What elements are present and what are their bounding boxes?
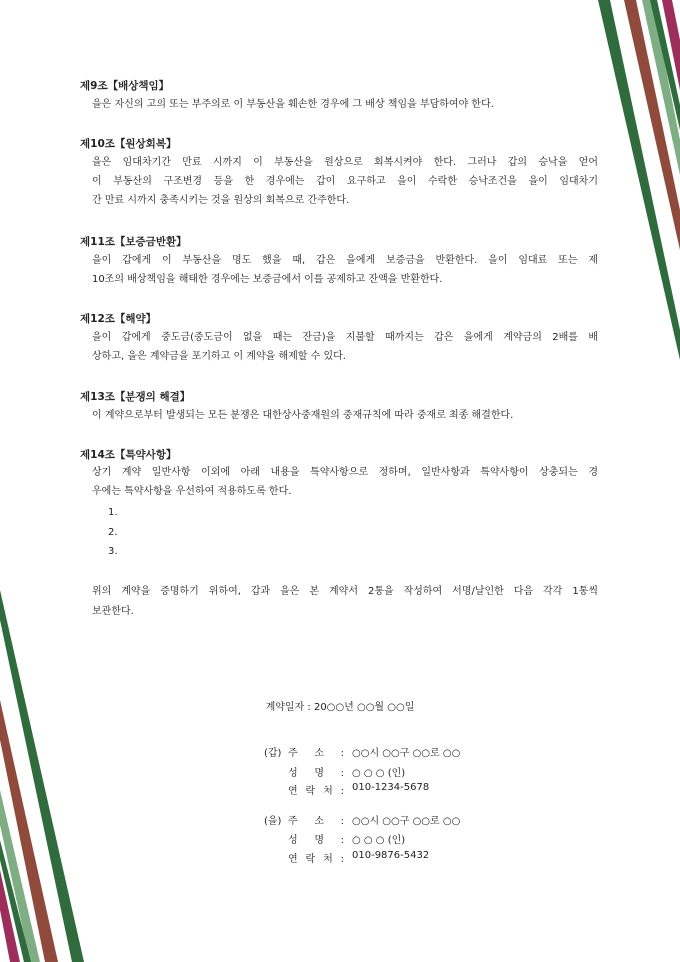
article-10-line-3: 간 만료 시까지 충족시키는 것을 원상의 회복으로 간주한다.: [92, 195, 350, 206]
article-14-body: [92, 463, 598, 501]
party-gap-name-label: 성 명 :: [288, 768, 344, 779]
article-9-title: 제9조【배상책임】: [80, 80, 170, 92]
party-gap-contact-label: 연 락 처 :: [288, 786, 344, 797]
article-13-title: 제13조【분쟁의 해결】: [80, 391, 191, 403]
party-gap-address: ○○시 ○○구 ○○로 ○○: [352, 748, 461, 759]
article-13-line-1: 이 계약으로부터 발생되는 모든 분쟁은 대한상사중재원의 중재규칙에 따라 중재로 최종 해결한다.: [92, 410, 514, 421]
article-13-body: [92, 406, 598, 425]
party-eul-address: ○○시 ○○구 ○○로 ○○: [352, 816, 461, 827]
article-14-line-1: 상기 계약 일반사항 이외에 아래 내용을 특약사항으로 정하며, 일반사항과 특약사항이 상충되는 경: [92, 467, 598, 478]
article-12-body: [92, 328, 598, 366]
article-12-line-1: 을이 갑에게 중도금(중도금이 없을 때는 잔금)을 지불할 때까지는 갑은 을에게 계약금의 2배를 배: [92, 332, 598, 343]
special-item-1: 1.: [108, 507, 118, 518]
article-12-title: 제12조【해약】: [80, 313, 157, 325]
party-eul-name-label: 성 명 :: [288, 835, 344, 846]
party-gap-name: ○ ○ ○ (인): [352, 768, 406, 779]
party-eul-tag: (을): [264, 816, 282, 827]
contract-date: 계약일자 : 20○○년 ○○월 ○○일: [265, 702, 415, 713]
special-item-3: 3.: [108, 546, 118, 557]
article-14-line-2: 우에는 특약사항을 우선하여 적용하도록 한다.: [92, 486, 292, 497]
article-10-body: [92, 153, 598, 210]
article-12-line-2: 상하고, 을은 계약금을 포기하고 이 계약을 해제할 수 있다.: [92, 351, 346, 362]
closing-line-1: 위의 계약을 증명하기 위하여, 갑과 을은 본 계약서 2통을 작성하여 서명/날인한 다음 각각 1통씩: [92, 586, 598, 597]
article-11-title: 제11조【보증금반환】: [80, 236, 187, 248]
closing-statement: [92, 582, 598, 622]
party-eul-contact: 010-9876-5432: [352, 850, 430, 861]
article-10-title: 제10조【원상회복】: [80, 138, 177, 150]
party-eul-contact-label: 연 락 처 :: [288, 854, 344, 865]
article-11-line-2: 10조의 배상책임을 해태한 경우에는 보증금에서 이를 공제하고 잔액을 반환한다.: [92, 274, 443, 285]
article-9-line-1: 을은 자신의 고의 또는 부주의로 이 부동산을 훼손한 경우에 그 배상 책임을 부담하여야 한다.: [92, 99, 494, 110]
party-eul-address-label: 주 소 :: [288, 816, 344, 827]
party-gap-tag: (갑): [264, 748, 282, 759]
article-9-body: [92, 95, 598, 114]
article-11-body: [92, 251, 598, 289]
closing-line-2: 보관한다.: [92, 606, 134, 617]
article-10-line-2: 이 부동산의 구조변경 등을 한 경우에는 갑이 요구하고 을이 수락한 승낙조건을 을이 임대차기: [92, 176, 598, 187]
party-eul-name: ○ ○ ○ (인): [352, 835, 406, 846]
party-gap-address-label: 주 소 :: [288, 748, 344, 759]
article-14-title: 제14조【특약사항】: [80, 449, 177, 461]
party-gap-contact: 010-1234-5678: [352, 782, 430, 793]
article-11-line-1: 을이 갑에게 이 부동산을 명도 했을 때, 갑은 을에게 보증금을 반환한다. 을이 임대료 또는 제: [92, 255, 598, 266]
article-10-line-1: 을은 임대차기간 만료 시까지 이 부동산을 원상으로 회복시켜야 한다. 그러나 갑의 승낙을 얻어: [92, 157, 598, 168]
special-item-2: 2.: [108, 527, 118, 538]
